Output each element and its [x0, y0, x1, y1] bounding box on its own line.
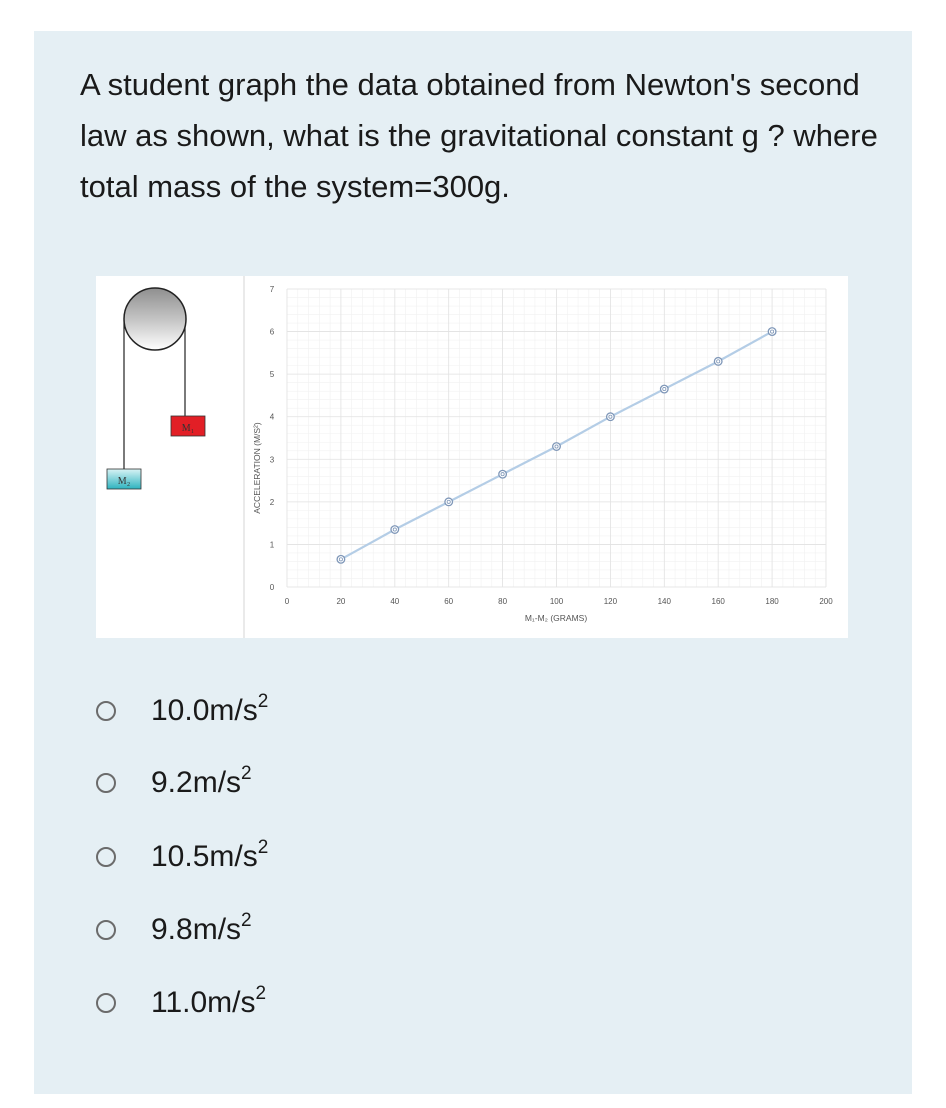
data-point: [714, 358, 722, 366]
y-tick-label: 3: [269, 455, 275, 465]
data-point: [391, 526, 399, 534]
question-figure: [96, 276, 848, 638]
y-tick-label: 4: [269, 412, 275, 422]
x-axis-label: M₁-M₂ (GRAMS): [524, 613, 588, 623]
pulley-diagram: [107, 288, 205, 489]
x-tick-label: 160: [711, 597, 725, 606]
data-point: [607, 413, 615, 421]
chart: [244, 276, 833, 638]
y-axis-label: ACCELERATION (M/S²): [252, 422, 262, 514]
y-tick-label: 5: [269, 370, 275, 380]
y-tick-label: 7: [269, 285, 275, 294]
y-tick-label: 2: [269, 497, 275, 507]
data-point: [553, 443, 561, 451]
figure-svg: [96, 276, 848, 638]
option-2[interactable]: [96, 763, 252, 803]
radio-button[interactable]: [96, 847, 116, 867]
y-tick-label: 0: [269, 583, 275, 592]
y-tick-label: 1: [269, 540, 275, 550]
radio-button[interactable]: [96, 773, 116, 793]
option-4[interactable]: [96, 910, 252, 950]
mass-m2-label: M₂: [117, 476, 131, 487]
data-point: [337, 556, 345, 564]
data-point: [768, 328, 776, 336]
data-point: [445, 498, 453, 506]
option-label: $10.0m/s^2$: [151, 691, 269, 727]
x-tick-label: 20: [336, 597, 346, 606]
y-tick-labels: [270, 285, 275, 592]
x-tick-label: 100: [549, 597, 564, 606]
x-tick-label: 80: [498, 597, 508, 606]
x-tick-label: 40: [390, 597, 400, 606]
y-tick-label: 6: [269, 327, 275, 337]
option-label: $11.0m/s^2$: [151, 983, 267, 1019]
option-3[interactable]: [96, 837, 268, 877]
x-tick-label: 60: [444, 597, 454, 606]
option-5[interactable]: [96, 983, 266, 1023]
radio-button[interactable]: [96, 993, 116, 1013]
x-tick-label: 200: [819, 597, 833, 606]
radio-button[interactable]: [96, 920, 116, 940]
x-tick-label: 120: [603, 597, 618, 606]
option-label: $9.2m/s^2$: [151, 763, 252, 799]
option-label: $9.8m/s^2$: [151, 910, 252, 946]
pulley-wheel: [124, 288, 186, 350]
x-tick-label: 180: [765, 597, 779, 606]
question-card: [34, 31, 912, 1094]
option-1[interactable]: [96, 691, 268, 731]
x-tick-label: 140: [657, 597, 671, 606]
mass-m1-label: M₁: [181, 423, 195, 434]
data-point: [499, 470, 507, 478]
x-tick-label: 0: [284, 597, 290, 606]
chart-grid-major: [287, 289, 826, 587]
data-point: [661, 385, 669, 393]
question-text: A student graph the data obtained from Newton's second law as shown, what is the gravitational constant g ? where total mass of the system=300g.: [80, 67, 878, 204]
x-tick-labels: [285, 597, 833, 606]
radio-button[interactable]: [96, 701, 116, 721]
option-label: $10.5m/s^2$: [151, 837, 269, 873]
